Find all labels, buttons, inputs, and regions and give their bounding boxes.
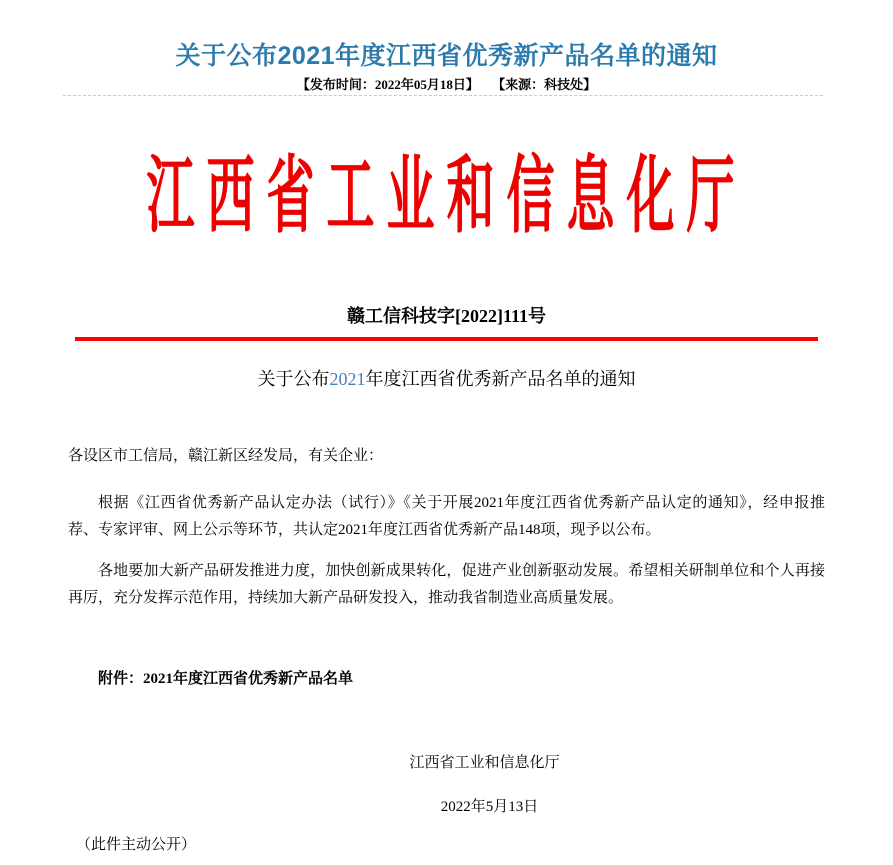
signature-date: 2022年5月13日 bbox=[440, 799, 539, 815]
body-paragraph-1: 根据《江西省优秀新产品认定办法（试行）》《关于开展2021年度江西省优秀新产品认定的通知》，经申报推荐、专家评审、网上公示等环节，共认定2021年度江西省优秀新产品148项，现予以公布。 bbox=[68, 495, 825, 538]
meta-line bbox=[0, 74, 893, 93]
document-subtitle bbox=[0, 365, 893, 391]
document-number: 赣工信科技字[2022]111号 bbox=[346, 306, 546, 326]
subtitle-year: 2021 bbox=[329, 369, 366, 389]
document-body bbox=[68, 443, 825, 693]
subtitle-prefix: 关于公布 bbox=[257, 369, 330, 389]
publish-time-label: 【发布时间：2022年05月18日】 bbox=[296, 77, 479, 92]
red-divider bbox=[75, 337, 818, 341]
source-label: 【来源：科技处】 bbox=[492, 77, 597, 92]
salutation-line: 各设区市工信局，赣江新区经发局，有关企业： bbox=[68, 448, 384, 464]
dashed-divider bbox=[63, 95, 823, 96]
signature-agency: 江西省工业和信息化厅 bbox=[409, 755, 560, 771]
agency-masthead: 江西省工业和信息化厅 bbox=[146, 150, 747, 244]
attachment-line: 附件：2021年度江西省优秀新产品名单 bbox=[98, 671, 354, 687]
body-paragraph-2: 各地要加大新产品研发推进力度，加快创新成果转化，促进产业创新驱动发展。希望相关研制单位和个人再接再厉，充分发挥示范作用，持续加大新产品研发投入，推动我省制造业高质量发展。 bbox=[68, 563, 825, 606]
disclosure-note: （此件主动公开） bbox=[76, 837, 197, 853]
page-title: 关于公布2021年度江西省优秀新产品名单的通知 bbox=[175, 42, 718, 70]
subtitle-suffix: 年度江西省优秀新产品名单的通知 bbox=[365, 369, 636, 389]
